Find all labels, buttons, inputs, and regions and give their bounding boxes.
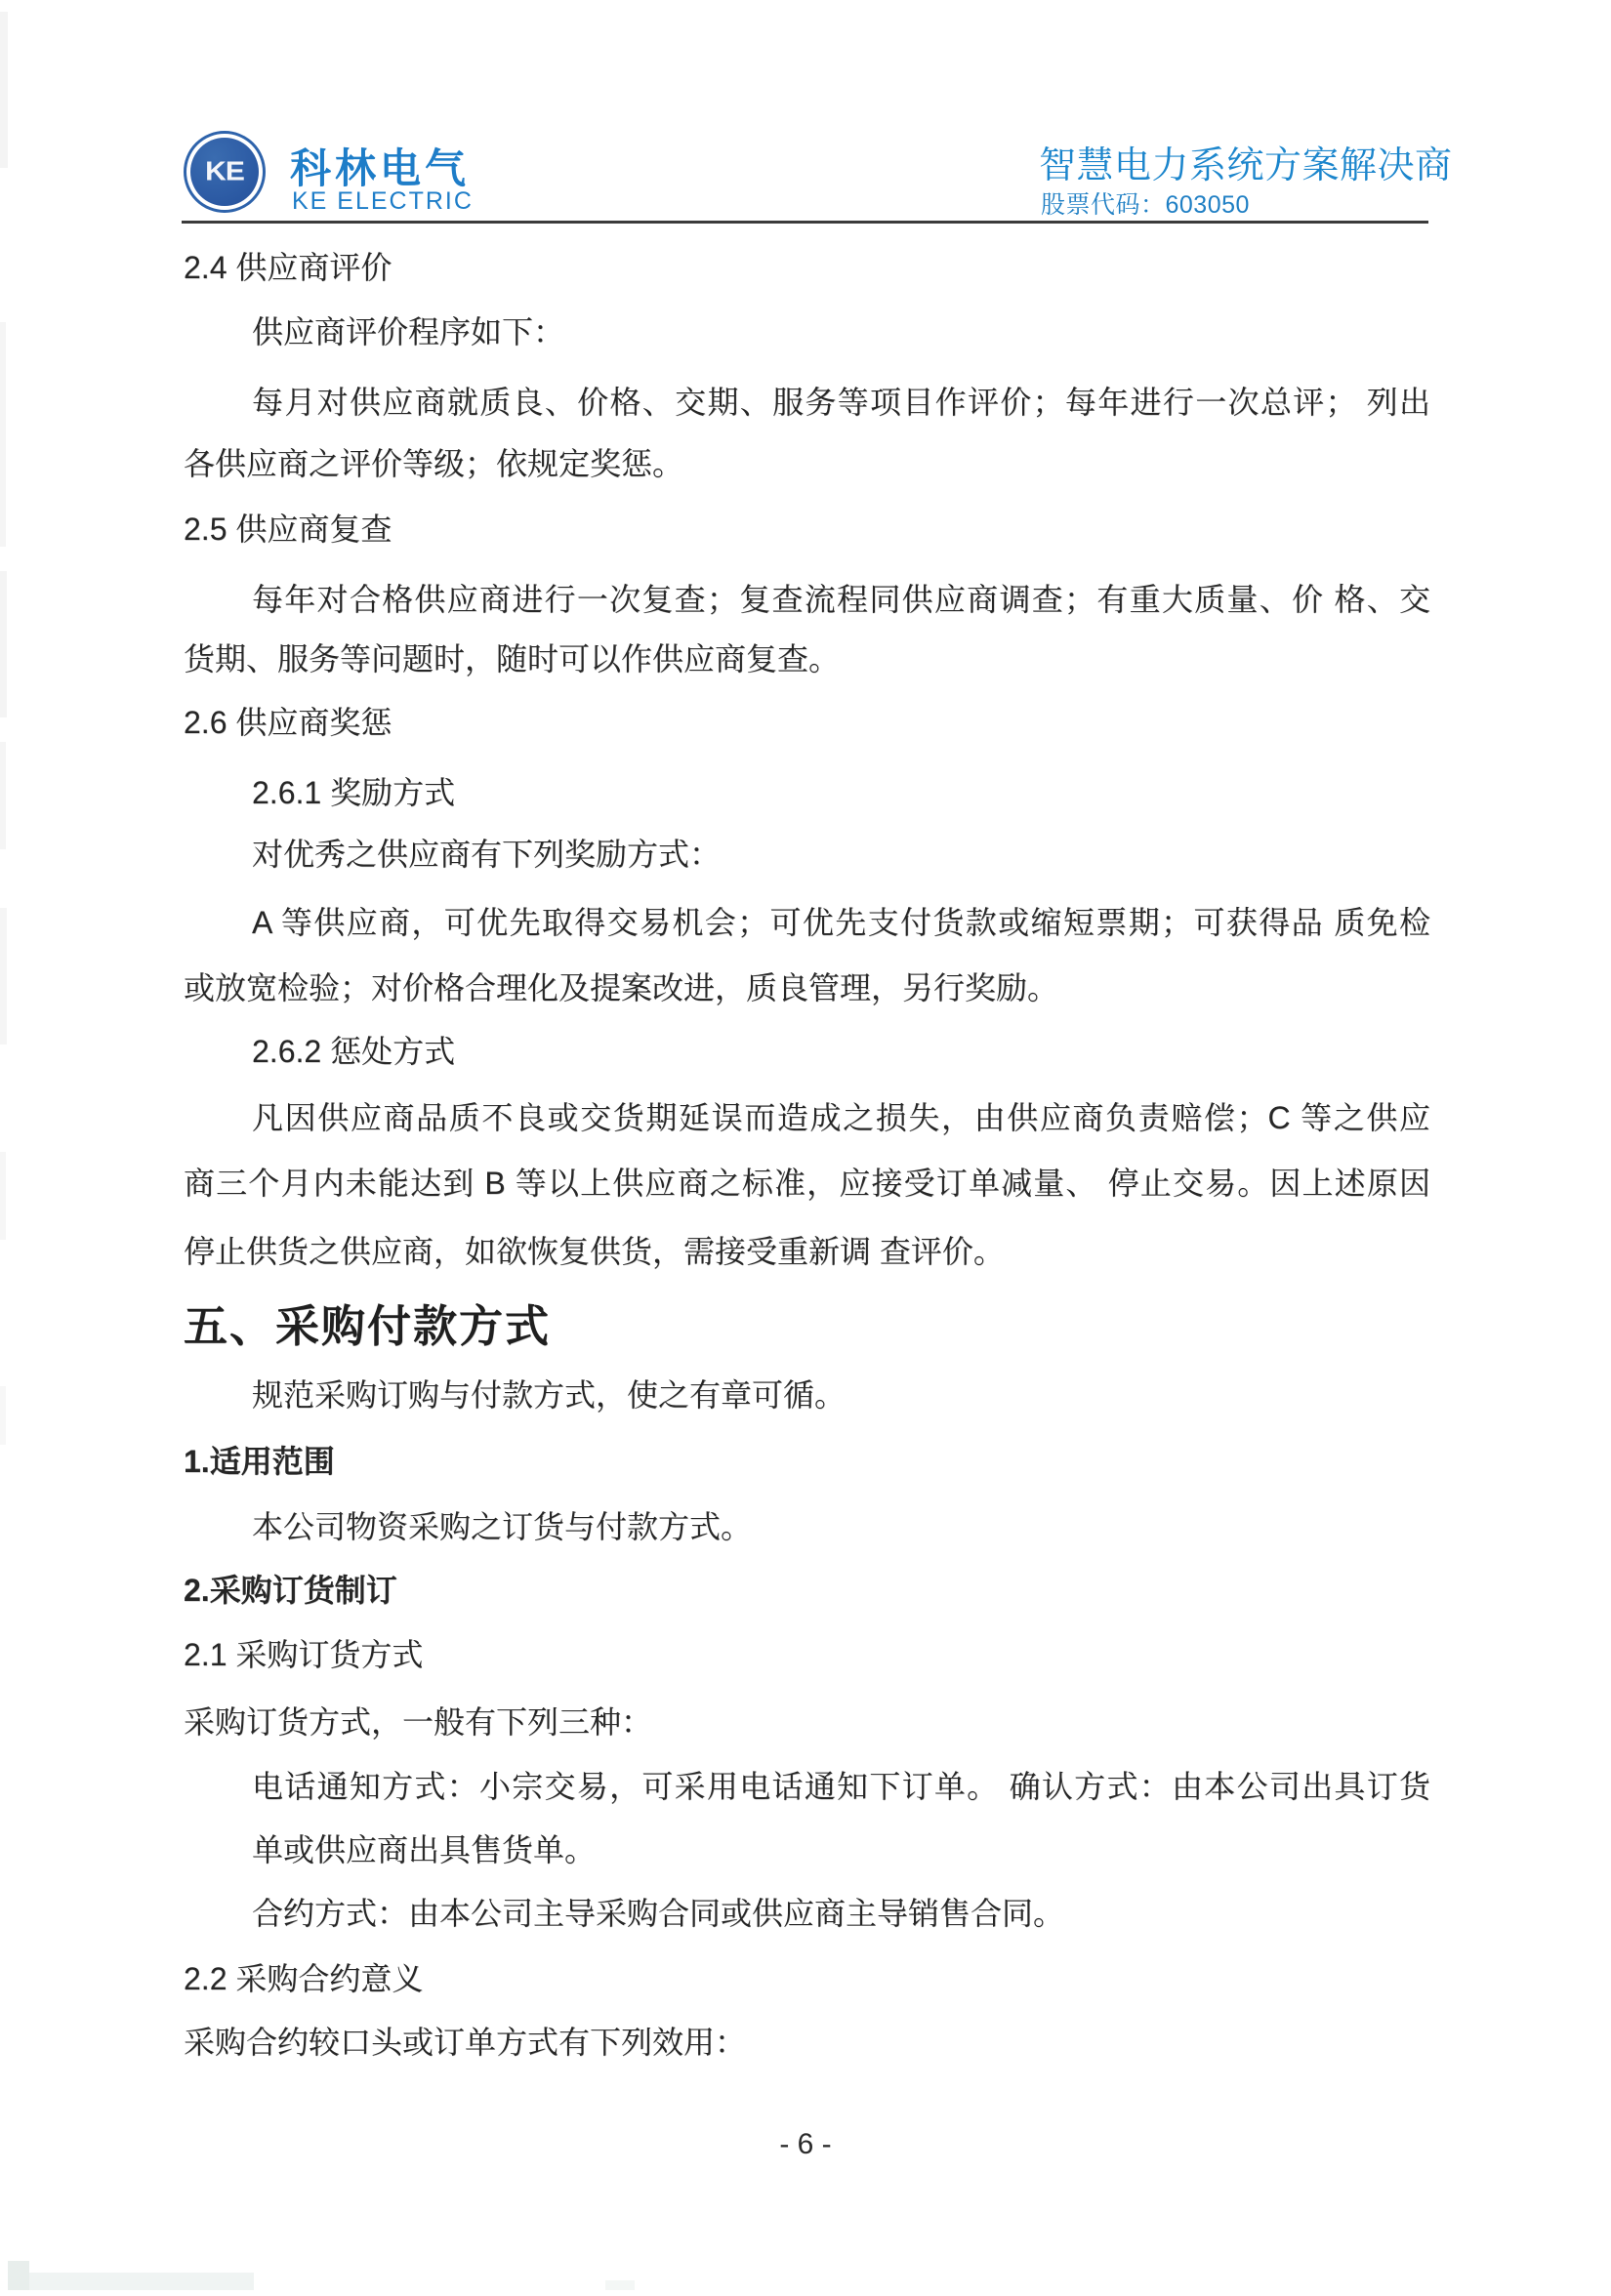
scan-artifact [29,2273,254,2290]
paragraph-line: 采购订货方式，一般有下列三种： [184,1704,653,1740]
paragraph-line: 各供应商之评价等级；依规定奖惩。 [184,446,684,481]
paragraph-line: 采购合约较口头或订单方式有下列效用： [184,2025,747,2060]
paragraph-line: 停止供货之供应商，如欲恢复供货，需接受重新调 查评价。 [184,1234,1005,1269]
company-logo-icon [184,131,266,213]
heading-scope: 1.适用范围 [184,1444,335,1479]
scan-artifact [0,1152,6,1240]
paragraph-line: 电话通知方式：小宗交易，可采用电话通知下订单。 确认方式：由本公司出具订货 [252,1769,1430,1804]
paragraph-line: 或放宽检验；对价格合理化及提案改进，质良管理，另行奖励。 [184,970,1059,1005]
paragraph-line: 合约方式：由本公司主导采购合同或供应商主导销售合同。 [252,1896,1065,1931]
paragraph-line: A 等供应商，可优先取得交易机会；可优先支付货款或缩短票期；可获得品 质免检 [252,905,1430,940]
scan-artifact [0,12,8,168]
heading-ordering: 2.采购订货制订 [184,1573,397,1608]
company-name-en: KE ELECTRIC [292,187,474,215]
header-tagline: 智慧电力系统方案解决商 [1039,145,1453,186]
paragraph-line: 每年对合格供应商进行一次复查；复查流程同供应商调查；有重大质量、价 格、交 [252,582,1430,617]
heading-2-6-1: 2.6.1 奖励方式 [252,775,456,810]
scan-artifact [0,908,7,1045]
stock-code: 股票代码：603050 [1041,191,1250,219]
paragraph-line: 凡因供应商品质不良或交货期延误而造成之损失，由供应商负责赔偿；C 等之供应 [252,1100,1430,1135]
paragraph-line: 单或供应商出具售货单。 [252,1832,597,1867]
paragraph-line: 规范采购订购与付款方式，使之有章可循。 [252,1377,847,1413]
paragraph-line: 每月对供应商就质良、价格、交期、服务等项目作评价；每年进行一次总评； 列出 [252,385,1430,420]
scan-artifact [0,571,7,718]
logo-disc [190,138,259,206]
paragraph-line: 本公司物资采购之订货与付款方式。 [252,1509,753,1544]
heading-2-4: 2.4 供应商评价 [184,250,392,285]
heading-2-6-2: 2.6.2 惩处方式 [252,1034,456,1069]
company-name-cn: 科林电气 [290,145,471,191]
page-number: - 6 - [779,2128,832,2160]
scan-artifact [0,322,6,547]
paragraph-line: 货期、服务等问题时，随时可以作供应商复查。 [184,641,841,676]
heading-2-2: 2.2 采购合约意义 [184,1961,424,1996]
heading-2-1: 2.1 采购订货方式 [184,1637,424,1672]
heading-2-5: 2.5 供应商复查 [184,512,392,547]
paragraph-line: 供应商评价程序如下： [252,314,565,349]
scan-artifact [0,1386,6,1445]
scan-artifact [8,2261,29,2290]
paragraph-line: 对优秀之供应商有下列奖励方式： [252,837,722,872]
section-heading-5: 五、采购付款方式 [184,1301,552,1351]
paragraph-line: 商三个月内未能达到 B 等以上供应商之标准，应接受订单减量、 停止交易。因上述原因 [184,1166,1430,1201]
header-divider [182,221,1428,224]
scan-artifact [605,2280,635,2290]
heading-2-6: 2.6 供应商奖惩 [184,705,392,740]
scan-artifact [0,742,6,849]
logo-monogram: KE [205,156,244,186]
